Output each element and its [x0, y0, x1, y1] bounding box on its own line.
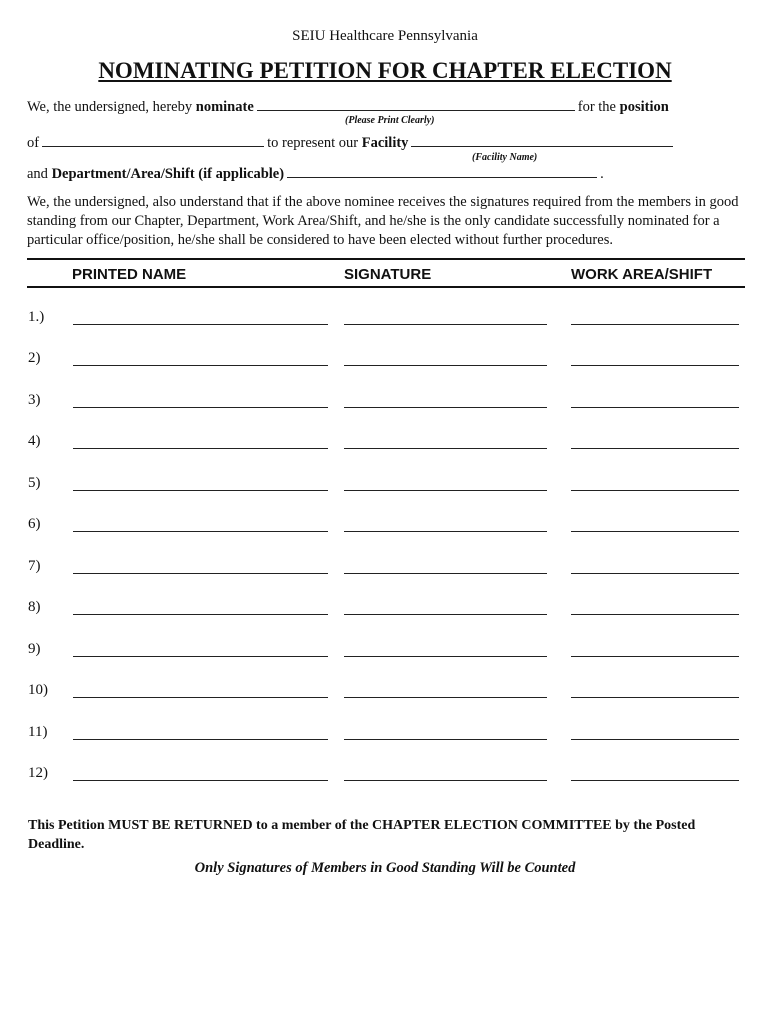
work-area-field[interactable] — [571, 531, 739, 532]
work-area-field[interactable] — [571, 490, 739, 491]
signature-field[interactable] — [344, 365, 547, 366]
department-end: . — [600, 166, 604, 182]
row-number: 11) — [28, 724, 48, 740]
facility-label: Facility — [361, 135, 409, 151]
printed-name-field[interactable] — [73, 490, 328, 491]
row-number: 3) — [28, 392, 41, 408]
signature-field[interactable] — [344, 531, 547, 532]
printed-name-field[interactable] — [73, 780, 328, 781]
department-label: Department/Area/Shift (if applicable) — [51, 166, 285, 182]
department-field[interactable] — [287, 164, 597, 178]
signature-field[interactable] — [344, 780, 547, 781]
row-number: 1.) — [28, 309, 45, 325]
row-number: 10) — [28, 682, 48, 698]
work-area-field[interactable] — [571, 573, 739, 574]
position-label: position — [619, 99, 669, 115]
nominate-label: nominate — [195, 99, 254, 115]
table-top-rule — [27, 258, 745, 260]
work-area-field[interactable] — [571, 614, 739, 615]
column-work-area-shift: WORK AREA/SHIFT — [571, 266, 713, 283]
organization-name: SEIU Healthcare Pennsylvania — [292, 28, 478, 44]
form-title: NOMINATING PETITION FOR CHAPTER ELECTION — [98, 58, 672, 83]
work-area-field[interactable] — [571, 448, 739, 449]
row-number: 6) — [28, 516, 41, 532]
good-standing-note: Only Signatures of Members in Good Standing Will be Counted — [194, 860, 576, 876]
signature-field[interactable] — [344, 324, 547, 325]
position-field[interactable] — [42, 133, 264, 147]
row-number: 2) — [28, 350, 41, 366]
department-line — [27, 164, 604, 183]
signature-field[interactable] — [344, 697, 547, 698]
printed-name-field[interactable] — [73, 324, 328, 325]
signature-field[interactable] — [344, 490, 547, 491]
return-instruction: This Petition MUST BE RETURNED to a member of the CHAPTER ELECTION COMMITTEE by the Posted Deadline. — [28, 818, 696, 852]
printed-name-field[interactable] — [73, 697, 328, 698]
work-area-field[interactable] — [571, 697, 739, 698]
printed-name-field[interactable] — [73, 739, 328, 740]
printed-name-field[interactable] — [73, 531, 328, 532]
facility-line — [27, 133, 676, 152]
work-area-field[interactable] — [571, 324, 739, 325]
column-signature: SIGNATURE — [344, 266, 432, 283]
printed-name-field[interactable] — [73, 365, 328, 366]
signature-field[interactable] — [344, 407, 547, 408]
signature-field[interactable] — [344, 448, 547, 449]
row-number: 9) — [28, 641, 41, 657]
printed-name-field[interactable] — [73, 614, 328, 615]
facility-name-field[interactable] — [411, 133, 673, 147]
work-area-field[interactable] — [571, 780, 739, 781]
column-printed-name: PRINTED NAME — [72, 266, 187, 283]
represent-prefix: to represent our — [267, 135, 362, 151]
printed-name-field[interactable] — [73, 448, 328, 449]
print-hint: (Please Print Clearly) — [345, 115, 435, 126]
of-label: of — [27, 135, 40, 151]
printed-name-field[interactable] — [73, 407, 328, 408]
work-area-field[interactable] — [571, 739, 739, 740]
signature-field[interactable] — [344, 573, 547, 574]
election-statement: We, the undersigned, also understand that if the above nominee receives the signatures required from the members in good standing from our Chapter, Department, Work Area/Shift, and he/she is the only candidate successfully nominated for a particular office/position, he/she shall be considered to have been elected without further procedures. — [27, 194, 739, 248]
nominate-prefix: We, the undersigned, hereby — [27, 99, 196, 115]
work-area-field[interactable] — [571, 365, 739, 366]
and-prefix: and — [27, 166, 52, 182]
work-area-field[interactable] — [571, 656, 739, 657]
row-number: 12) — [28, 765, 48, 781]
facility-hint: (Facility Name) — [472, 152, 538, 163]
row-number: 7) — [28, 558, 41, 574]
printed-name-field[interactable] — [73, 656, 328, 657]
signature-field[interactable] — [344, 614, 547, 615]
work-area-field[interactable] — [571, 407, 739, 408]
signature-field[interactable] — [344, 739, 547, 740]
row-number: 8) — [28, 599, 41, 615]
nominate-line — [27, 97, 669, 116]
row-number: 4) — [28, 433, 41, 449]
nominee-name-field[interactable] — [257, 97, 575, 111]
signature-field[interactable] — [344, 656, 547, 657]
printed-name-field[interactable] — [73, 573, 328, 574]
row-number: 5) — [28, 475, 41, 491]
table-header-rule — [27, 286, 745, 288]
position-prefix: for the — [577, 99, 620, 115]
